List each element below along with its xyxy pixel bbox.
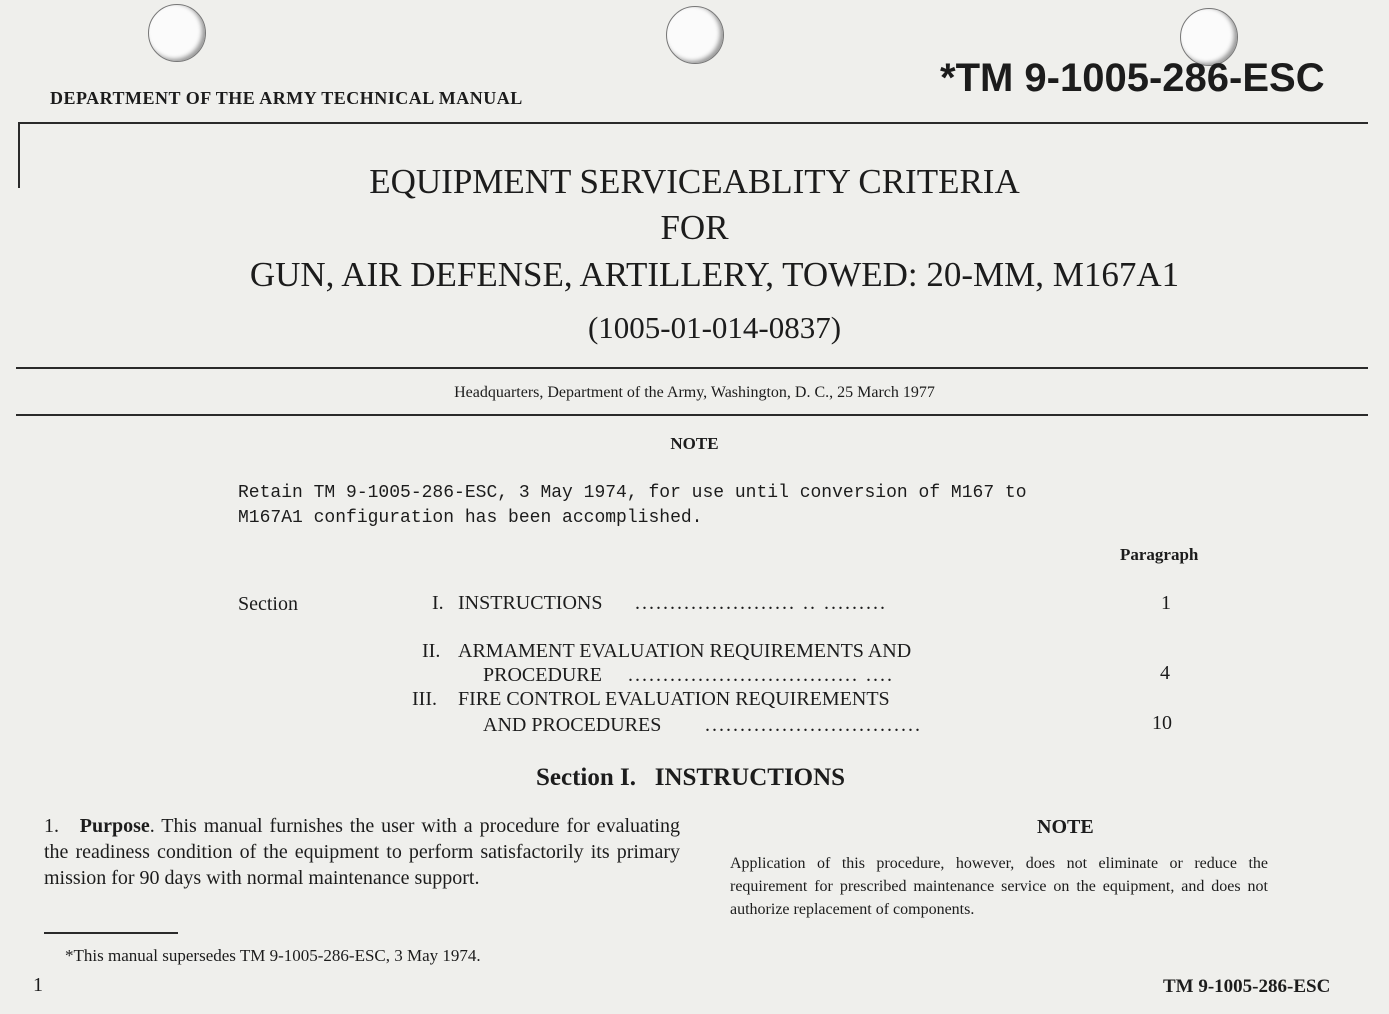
toc-paragraph: 1 — [1161, 592, 1171, 614]
title-nsn: (1005-01-014-0837) — [587, 310, 842, 345]
header-rule — [18, 122, 1368, 124]
title-line-1: EQUIPMENT SERVICEABLITY CRITERIA — [369, 162, 1020, 201]
toc-number: I. — [432, 592, 444, 614]
headquarters-line: Headquarters, Department of the Army, Washington, D. C., 25 March 1977 — [454, 384, 935, 401]
toc-title: ARMAMENT EVALUATION REQUIREMENTS AND — [458, 640, 912, 662]
toc-number: III. — [412, 688, 437, 710]
note2-heading: NOTE — [1037, 816, 1094, 838]
toc-leader: ....................... .. ......... — [635, 592, 887, 614]
toc-paragraph: 4 — [1160, 662, 1170, 684]
purpose-number: 1. — [44, 815, 59, 837]
toc-section-label: Section — [238, 593, 298, 615]
toc-leader: ............................... — [705, 714, 922, 736]
section-heading: Section I. INSTRUCTIONS — [536, 764, 846, 791]
punch-hole — [148, 4, 206, 62]
title-line-2: FOR — [660, 208, 729, 247]
toc-paragraph: 10 — [1152, 712, 1172, 734]
tm-number-header: *TM 9-1005-286-ESC — [940, 56, 1325, 100]
toc-title: INSTRUCTIONS — [458, 592, 603, 614]
toc-title-cont: PROCEDURE — [483, 664, 602, 686]
purpose-label: Purpose — [79, 815, 150, 837]
note2-text: Application of this procedure, however, does not eliminate or reduce the requirement for prescribed maintenance service on the equipment, and does not authorize replacement of components. — [730, 855, 1268, 918]
note-heading: NOTE — [670, 434, 719, 453]
purpose-text: . This manual furnishes the user with a procedure for evaluating the readiness condition of the equipment to perform satisfactorily its primary mission for 90 days with normal maintenance support. — [44, 815, 680, 889]
footnote-rule — [44, 932, 178, 934]
note-text-line-1: Retain TM 9-1005-286-ESC, 3 May 1974, for use until conversion of M167 to — [238, 483, 1027, 503]
note-text-line-2: M167A1 configuration has been accomplished. — [238, 508, 703, 528]
footer-tm-number: TM 9-1005-286-ESC — [1163, 976, 1331, 997]
punch-hole — [666, 6, 724, 64]
footnote: *This manual supersedes TM 9-1005-286-ESC, 3 May 1974. — [65, 946, 481, 965]
toc-title-cont: AND PROCEDURES — [483, 714, 662, 736]
toc-title: FIRE CONTROL EVALUATION REQUIREMENTS — [458, 688, 890, 710]
toc-leader: ................................. .... — [628, 664, 894, 686]
hq-rule — [16, 414, 1368, 416]
purpose-paragraph — [44, 813, 680, 891]
page-number: 1 — [33, 974, 43, 996]
title-rule — [16, 367, 1368, 369]
toc-number: II. — [422, 640, 441, 662]
department-header: DEPARTMENT OF THE ARMY TECHNICAL MANUAL — [50, 88, 523, 108]
toc-paragraph-label: Paragraph — [1120, 545, 1199, 564]
title-line-3: GUN, AIR DEFENSE, ARTILLERY, TOWED: 20-MM, M167A1 — [249, 255, 1180, 294]
